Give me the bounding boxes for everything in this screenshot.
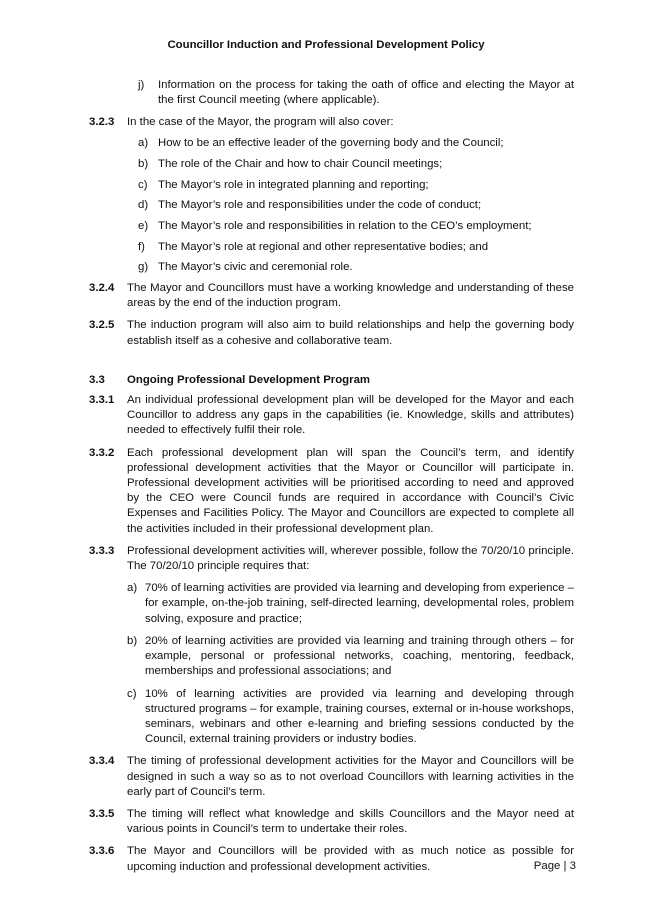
paragraph-3-3-5 [89,807,574,837]
list-item [92,157,574,172]
paragraph-3-3-3 [89,544,574,574]
list-item-text: 10% of learning activities are provided via learning and developing through structured programs – for example, training courses, external or in-house workshops, seminars, webinars and other e-learning and briefing sessions conducted by the Council, external training providers or industry bodies. [145,687,574,746]
paragraph-number: 3.3.6 [89,845,115,858]
paragraph-text: The Mayor and Councillors will be provided with as much notice as possible for upcoming induction and professional development activities. [127,845,574,873]
paragraph-3-3-4 [89,754,574,800]
paragraph-3-3-1 [89,393,574,439]
list-item-text: 20% of learning activities are provided via learning and training through others – for example, personal or professional networks, coaching, mentoring, feedback, memberships and professional associations; and [145,634,574,678]
section-heading-3-3 [89,373,574,388]
list-letter: c) [127,687,137,700]
list-letter: c) [138,178,148,191]
list-item [92,198,574,213]
list-item [92,581,574,627]
list-letter: g) [138,261,149,274]
list-letter: b) [138,157,149,170]
paragraph-text: Professional development activities will, wherever possible, follow the 70/20/10 principle. The 70/20/10 principle requires that: [127,544,574,573]
list-item-text: The Mayor’s role and responsibilities under the code of conduct; [158,199,482,212]
list-letter: a) [138,137,149,150]
list-letter: e) [138,219,149,232]
list-item-text: Information on the process for taking the oath of office and electing the Mayor at the first Council meeting (where applicable). [158,79,574,107]
list-letter: b) [127,634,138,647]
paragraph-text: The timing of professional development activities for the Mayor and Councillors will be designed in such a way so as to not overload Councillors with learning activities in the early part of Council’s term. [127,755,574,798]
paragraph-3-2-5 [89,318,574,348]
page-header-title: Councillor Induction and Professional Development Policy [167,39,485,51]
paragraph-3-2-3 [89,115,574,130]
paragraph-number: 3.3.2 [89,446,115,459]
list-item-text: The Mayor’s role and responsibilities in relation to the CEO’s employment; [158,219,532,232]
page-number: Page | 3 [533,860,576,872]
paragraph-number: 3.2.5 [89,319,115,332]
paragraph-3-2-4 [89,281,574,311]
paragraph-number: 3.3.4 [89,755,115,768]
list-item-text: The Mayor’s role in integrated planning and reporting; [158,178,429,191]
list-item-text: 70% of learning activities are provided via learning and developing from experience – for example, on-the-job training, self-directed learning, developmental roles, problem solving, exposure and practice; [145,582,574,625]
paragraph-3-3-6 [89,844,574,874]
list-letter: d) [138,199,149,212]
list-item [92,240,574,255]
list-item [92,687,574,748]
paragraph-number: 3.3.5 [89,807,115,820]
section-number: 3.3 [89,373,105,386]
document-body [89,75,574,875]
paragraph-number: 3.3.3 [89,544,115,557]
list-item [92,178,574,193]
paragraph-number: 3.2.3 [89,116,115,129]
section-title: Ongoing Professional Development Program [127,373,371,386]
paragraph-text: The Mayor and Councillors must have a working knowledge and understanding of these areas by the end of the induction program. [127,282,574,310]
list-item [92,78,574,108]
list-item-text: How to be an effective leader of the governing body and the Council; [158,137,504,150]
list-item [92,634,574,680]
list-item [92,260,574,275]
paragraph-3-3-2 [89,446,574,537]
list-item [92,136,574,151]
list-letter: j) [138,79,145,91]
paragraph-text: The timing will reflect what knowledge and skills Councillors and the Mayor need at various points in Council’s term to undertake their roles. [127,807,574,836]
paragraph-number: 3.2.4 [89,282,115,295]
list-item [92,219,574,234]
paragraph-text: Each professional development plan will span the Council’s term, and identify professional development activities that the Mayor or Councillor will participate in. Professional development activities will be prioritised according to need and approved by the CEO were Council funds are required in accordance with Council’s Civic Expenses and Facilities Policy. The Mayor and Councillors are expected to complete all the activities included in their professional development plan. [127,446,574,535]
paragraph-text: In the case of the Mayor, the program will also cover: [127,116,394,129]
list-item-text: The Mayor’s civic and ceremonial role. [158,261,353,274]
paragraph-text: An individual professional development plan will be developed for the Mayor and each Councillor to address any gaps in the capabilities (ie. Knowledge, skills and attributes) needed to effectively fulfil their role. [127,394,574,437]
list-item-text: The Mayor’s role at regional and other representative bodies; and [158,240,489,253]
paragraph-text: The induction program will also aim to build relationships and help the governing body establish itself as a cohesive and collaborative team. [127,319,574,347]
paragraph-number: 3.3.1 [89,394,115,407]
list-item-text: The role of the Chair and how to chair Council meetings; [158,157,443,170]
list-letter: f) [138,240,145,253]
list-letter: a) [127,582,138,595]
